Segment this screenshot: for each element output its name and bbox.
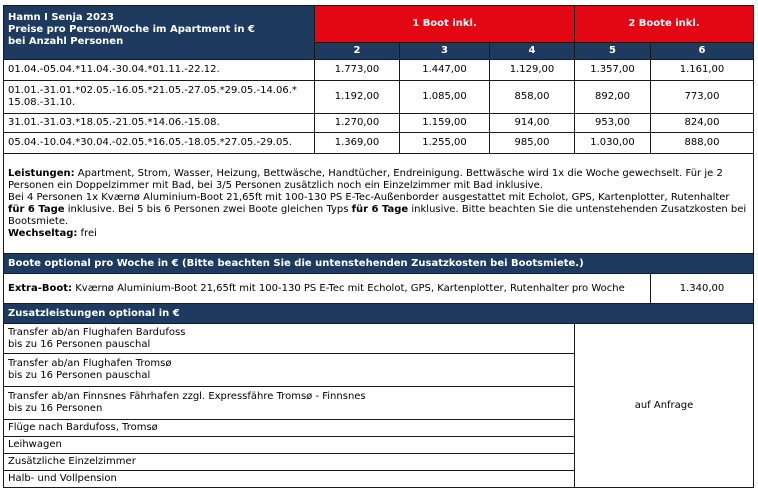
service-cell: Zusätzliche Einzelzimmer: [4, 454, 575, 471]
price-cell: 1.255,00: [400, 133, 490, 154]
header-title: [4, 6, 315, 60]
service-cell: Leihwagen: [4, 437, 575, 454]
price-cell: 1.270,00: [315, 114, 400, 133]
price-cell: 1.161,00: [651, 60, 754, 81]
title-line-1: Hamn I Senja 2023: [8, 12, 114, 23]
price-cell: 773,00: [651, 81, 754, 114]
period-cell: 05.04.-10.04.*30.04.-02.05.*16.05.-18.05.*27.05.-29.05.: [4, 133, 315, 154]
group-1-boat-header: 1 Boot inkl.: [315, 6, 575, 43]
extra-boat-label: Extra-Boot:: [8, 282, 73, 294]
price-cell: 1.773,00: [315, 60, 400, 81]
persons-header: 5: [575, 43, 651, 60]
table-row: [4, 114, 754, 133]
group-2-boats-header: 2 Boote inkl.: [575, 6, 754, 43]
service-cell: Transfer ab/an Flughafen Tromsø bis zu 16 Personen pauschal: [4, 354, 575, 387]
table-row: [4, 60, 754, 81]
list-item: [4, 324, 754, 354]
service-cell: Halb- und Vollpension: [4, 471, 575, 488]
price-cell: 892,00: [575, 81, 651, 114]
period-cell: 31.01.-31.03.*18.05.-21.05.*14.06.-15.08.: [4, 114, 315, 133]
price-cell: 1.192,00: [315, 81, 400, 114]
services-section-header: Zusatzleistungen optional in €: [4, 304, 754, 324]
price-cell: 1.369,00: [315, 133, 400, 154]
service-cell: Transfer ab/an Finnsnes Fährhafen zzgl. Expressfähre Tromsø - Finnsnes bis zu 16 Personen: [4, 387, 575, 420]
services-info: [4, 154, 754, 254]
persons-header: 2: [315, 43, 400, 60]
persons-header: 6: [651, 43, 754, 60]
price-cell: 1.159,00: [400, 114, 490, 133]
table-row: [4, 81, 754, 114]
extra-boat-description: Extra-Boot: Kværnø Aluminium-Boot 21,65ft mit 100-130 PS E-Tec mit Echolot, GPS, Kartenplotter, Rutenhalter pro Woche: [4, 274, 651, 304]
leistungen-label: Leistungen:: [8, 168, 75, 179]
price-cell: 888,00: [651, 133, 754, 154]
price-table: [3, 5, 754, 488]
price-cell: 914,00: [490, 114, 575, 133]
price-cell: 985,00: [490, 133, 575, 154]
title-line-2: Preise pro Person/Woche im Apartment in €: [8, 24, 255, 35]
wechseltag-text: Wechseltag: frei: [8, 228, 97, 239]
price-cell: 824,00: [651, 114, 754, 133]
service-cell: Transfer ab/an Flughafen Bardufoss bis zu 16 Personen pauschal: [4, 324, 575, 354]
price-cell: 953,00: [575, 114, 651, 133]
wechseltag-label: Wechseltag:: [8, 228, 78, 239]
persons-header: 4: [490, 43, 575, 60]
price-cell: 1.129,00: [490, 60, 575, 81]
price-cell: 858,00: [490, 81, 575, 114]
persons-header: 3: [400, 43, 490, 60]
price-cell: 1.030,00: [575, 133, 651, 154]
price-on-request: auf Anfrage: [575, 324, 754, 488]
leistungen-text: Leistungen: Apartment, Strom, Wasser, Heizung, Bettwäsche, Handtücher, Endreinigung. Bettwäsche wird 1x die Woche gewechselt. Für je 2 Personen ein Doppelzimmer mit Bad, bei 3/5 Personen zusätzlich noch ein Einzelzimmer mit Bad inklusive.: [8, 168, 723, 191]
period-cell: 01.04.-05.04.*11.04.-30.04.*01.11.-22.12.: [4, 60, 315, 81]
boats-section-header: Boote optional pro Woche in € (Bitte beachten Sie die untenstehenden Zusatzkosten bei Bootsmiete.): [4, 254, 754, 274]
price-cell: 1.357,00: [575, 60, 651, 81]
period-cell: 01.01.-31.01.*02.05.-16.05.*21.05.-27.05.*29.05.-14.06.* 15.08.-31.10.: [4, 81, 315, 114]
service-cell: Flüge nach Bardufoss, Tromsø: [4, 420, 575, 437]
price-cell: 1.447,00: [400, 60, 490, 81]
price-cell: 1.085,00: [400, 81, 490, 114]
extra-boat-price: 1.340,00: [651, 274, 754, 304]
boats-included-text: Bei 4 Personen 1x Kværnø Aluminium-Boot 21,65ft mit 100-130 PS E-Tec-Außenborder ausgestattet mit Echolot, GPS, Kartenplotter, Rutenhalter für 6 Tage inklusive. Bei 5 bis 6 Personen zwei Boote gleichen Typs für 6 Tage inklusive. Bitte beachten Sie die untenstehenden Zusatzkosten bei Bootsmiete.: [8, 192, 747, 227]
table-row: [4, 133, 754, 154]
title-line-3: bei Anzahl Personen: [8, 36, 124, 47]
